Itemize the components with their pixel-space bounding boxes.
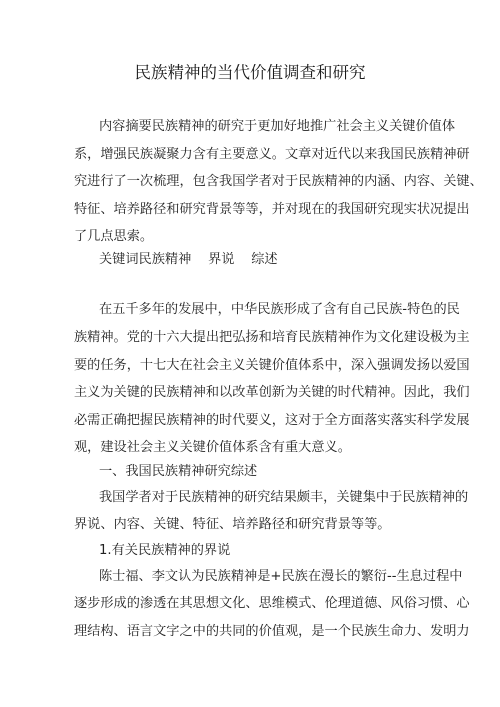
document-title: 民族精神的当代价值调查和研究 xyxy=(134,63,366,82)
intro-line: 观，建设社会主义关键价值体系含有重大意义。 xyxy=(74,440,351,455)
abstract-line: 系，增强民族凝聚力含有主要意义。文章对近代以来我国民族精神研 xyxy=(74,147,470,162)
intro-line: 族精神。党的十六大提出把弘扬和培育民族精神作为文化建设极为主 xyxy=(74,330,470,345)
abstract-line: 内容摘要民族精神的研究于更加好地推广社会主义关键价值体 xyxy=(99,119,456,134)
section-paragraph-line: 我国学者对于民族精神的研究结果颇丰，关键集中于民族精神的 xyxy=(99,490,469,505)
subsection-paragraph-line: 逐步形成的渗透在其思想文化、思维模式、伦理道德、风俗习惯、心 xyxy=(74,596,470,611)
abstract-line: 了几点思索。 xyxy=(74,229,154,244)
abstract-line: 究进行了一次梳理，包含我国学者对于民族精神的内涵、内容、关键、 xyxy=(74,174,483,189)
subsection-paragraph-line: 陈士福、李文认为民族精神是+民族在漫长的繁衍--生息过程中 xyxy=(99,569,463,584)
intro-line: 在五千多年的发展中，中华民族形成了含有自己民族-特色的民 xyxy=(99,302,460,317)
subsection-heading: 1.有关民族精神的界说 xyxy=(99,543,231,558)
keywords-line: 关键词民族精神 界说 综述 xyxy=(99,252,278,267)
intro-line: 主义为关键的民族精神和以改革创新为关键的时代精神。因此，我们 xyxy=(74,385,470,400)
subsection-paragraph-line: 理结构、语言文字之中的共同的价值观，是一个民族生命力、发明力 xyxy=(74,624,470,639)
intro-line: 必需正确把握民族精神的时代要义，这对于全方面落实落实科学发展 xyxy=(74,413,470,428)
section-heading: 一、我国民族精神研究综述 xyxy=(99,464,258,479)
section-paragraph-line: 界说、内容、关键、特征、培养路径和研究背景等等。 xyxy=(74,517,391,532)
abstract-line: 特征、培养路径和研究背景等等，并对现在的我国研究现实状况提出 xyxy=(74,202,470,217)
intro-line: 要的任务，十七大在社会主义关键价值体系中，深入强调发扬以爱国 xyxy=(74,358,470,373)
